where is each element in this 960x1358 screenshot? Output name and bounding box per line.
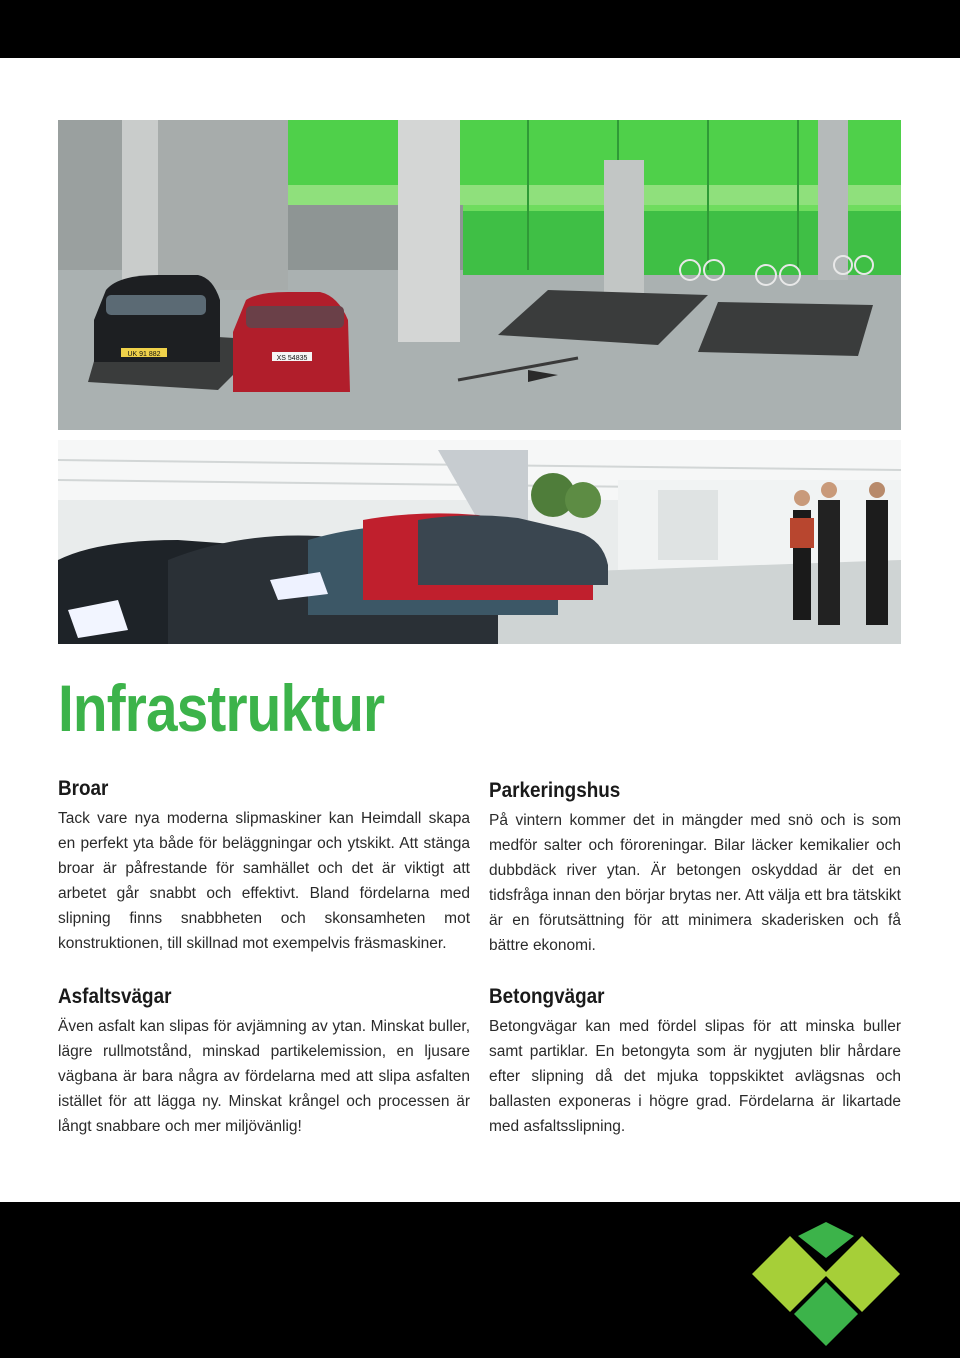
section-asfaltsvagar bbox=[58, 984, 470, 1139]
license-plate-1: UK 91 882 bbox=[127, 351, 161, 358]
section-heading-asfaltsvagar: Asfaltsvägar bbox=[58, 985, 172, 1008]
section-body-asfaltsvagar: Även asfalt kan slipas för avjämning av ytan. Minskat buller, lägre rullmotstånd, minskad partikelemission, en ljusare vägbana är bara några av fördelarna med att slipa asfalten istället för att lägga ny. Minskat krångel och processen är långt snabbare och mer miljövänlig! bbox=[58, 1018, 470, 1135]
car-showroom-photo bbox=[58, 440, 901, 644]
section-body-parkeringshus: På vintern kommer det in mängder med snö och is som medför salter och föroreningar. Bilar läcker kemikalier och dubbdäck river ytan. Är betongen oskyddad är det en tidsfråga innan den börjar brytas ner. Att välja ett bra tätskikt är en förutsättning för att minimera skaderisken och få bättre ekonomi. bbox=[489, 812, 901, 954]
section-heading-parkeringshus: Parkeringshus bbox=[489, 779, 621, 802]
parking-garage-photo bbox=[58, 120, 901, 430]
license-plate-2: XS 54835 bbox=[276, 355, 308, 362]
section-heading-broar: Broar bbox=[58, 777, 109, 800]
section-betongvagar bbox=[489, 984, 901, 1139]
section-broar bbox=[58, 776, 470, 956]
section-body-broar: Tack vare nya moderna slipmaskiner kan Heimdall skapa en perfekt yta både för beläggningar och ytskikt. Att stänga broar är påfrestande för samhället och det är viktigt att arbetet går snabbt och effektivt. Bland fördelarna med slipning finns snabbheten och skonsamheten mot konstruktionen, till skillnad mot exempelvis fräsmaskiner. bbox=[58, 810, 470, 952]
section-heading-betongvagar: Betongvägar bbox=[489, 985, 605, 1008]
heimdall-logo bbox=[748, 1218, 904, 1348]
section-parkeringshus bbox=[489, 778, 901, 958]
page-title: Infrastruktur bbox=[58, 671, 385, 745]
top-black-band bbox=[0, 0, 960, 58]
section-body-betongvagar: Betongvägar kan med fördel slipas för att minska buller samt partiklar. En betongyta som är nygjuten blir hårdare efter slipning då det mjuka toppskiktet avlägsnas och ballasten exponeras i högre grad. Fördelarna är likartade med asfaltsslipning. bbox=[489, 1018, 901, 1135]
